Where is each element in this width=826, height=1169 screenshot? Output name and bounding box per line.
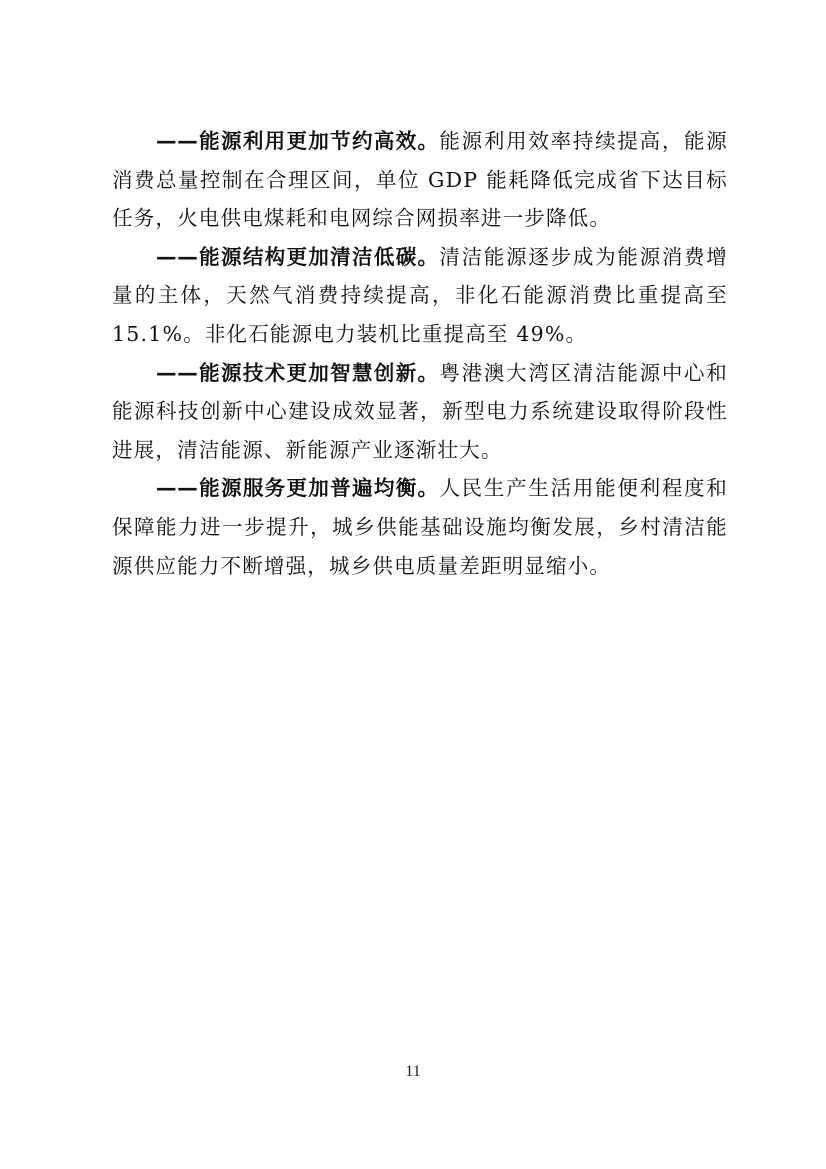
paragraph-text: 人民生产生活用能便利程度和保障能力进一步提升，城乡供能基础设施均衡发展，乡村清洁能源供应能力不断增强，城乡供电质量差距明显缩小。 — [112, 476, 728, 578]
paragraph-energy-structure — [112, 238, 728, 354]
paragraph-lead: ——能源技术更加智慧创新。 — [156, 360, 440, 385]
page-number: 11 — [405, 1063, 421, 1080]
paragraph-energy-technology — [112, 354, 728, 470]
paragraph-energy-efficiency — [112, 122, 728, 238]
document-body — [112, 122, 728, 585]
paragraph-text: 清洁能源逐步成为能源消费增量的主体，天然气消费持续提高，非化石能源消费比重提高至15.1%。非化石能源电力装机比重提高至 49%。 — [112, 244, 728, 346]
paragraph-energy-services — [112, 469, 728, 585]
paragraph-lead: ——能源服务更加普遍均衡。 — [156, 476, 440, 501]
paragraph-lead: ——能源结构更加清洁低碳。 — [156, 244, 440, 269]
paragraph-text: 能源利用效率持续提高，能源消费总量控制在合理区间，单位 GDP 能耗降低完成省下达目标任务，火电供电煤耗和电网综合网损率进一步降低。 — [112, 129, 728, 231]
paragraph-text: 粤港澳大湾区清洁能源中心和能源科技创新中心建设成效显著，新型电力系统建设取得阶段性进展，清洁能源、新能源产业逐渐壮大。 — [112, 360, 728, 462]
paragraph-lead: ——能源利用更加节约高效。 — [156, 129, 440, 153]
